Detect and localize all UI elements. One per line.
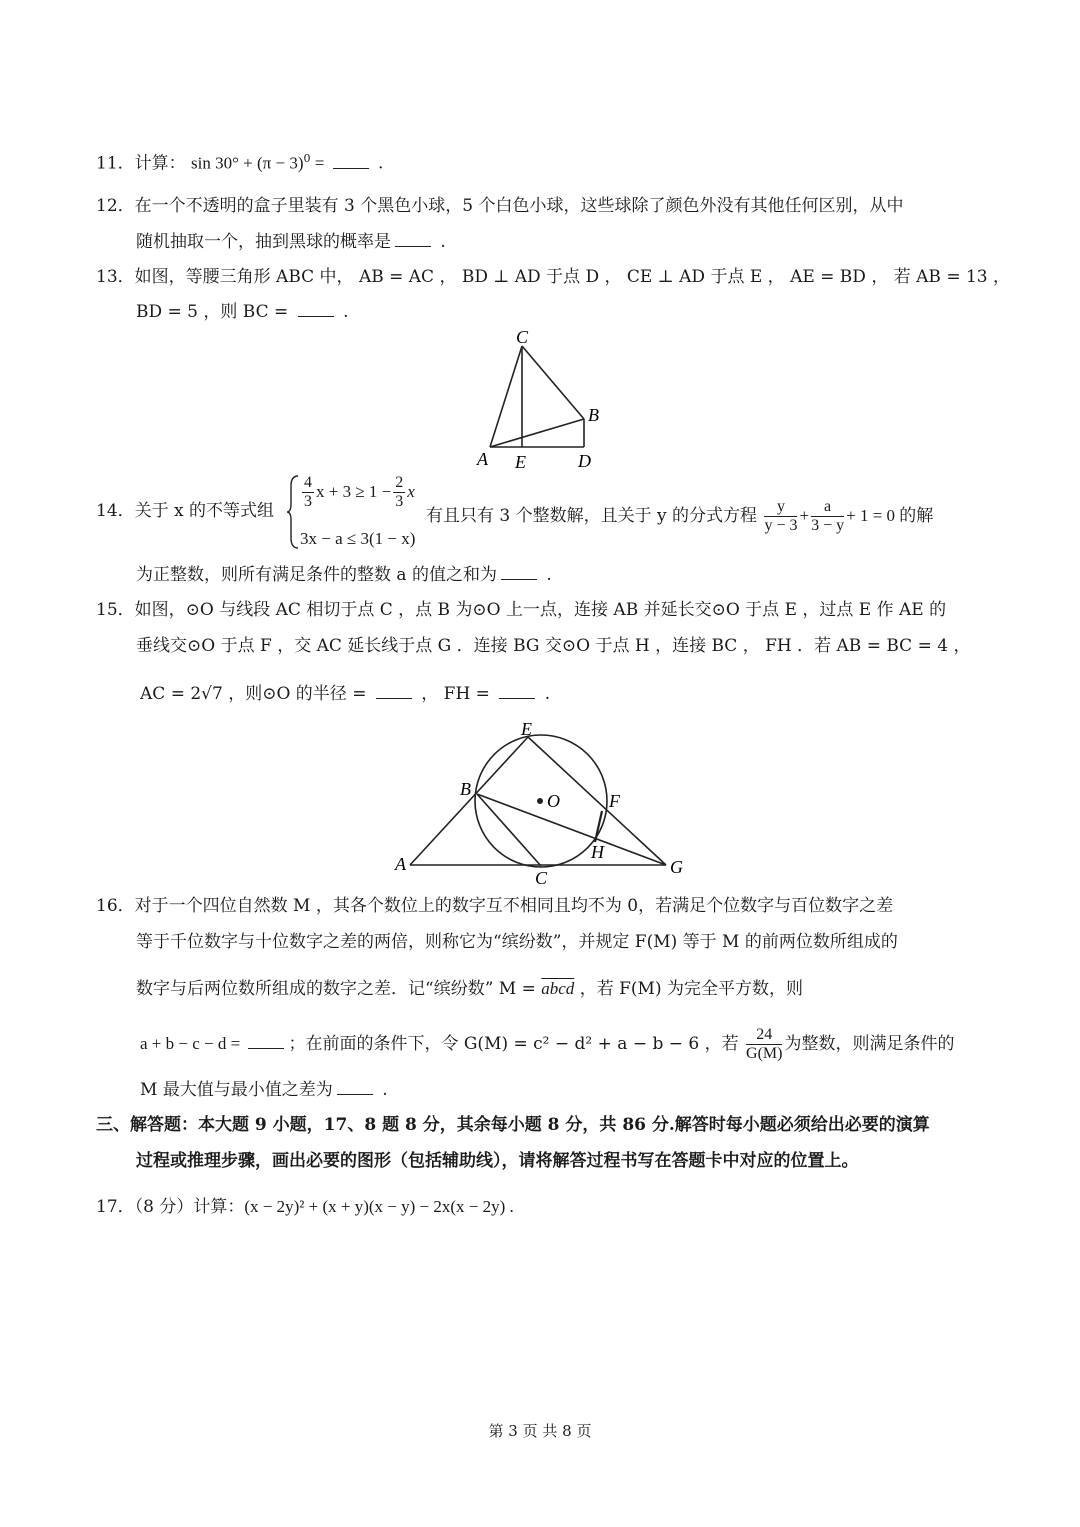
q16-blank-1 — [248, 1034, 284, 1049]
q14-brace — [286, 474, 300, 550]
q14-frac-y: $\frac{y}{y - 3}$ — [764, 498, 798, 534]
label-e: E — [521, 719, 532, 739]
q16-end: . — [376, 1080, 388, 1100]
q13-line1 — [96, 264, 1010, 290]
label-o: O — [547, 791, 560, 811]
q11-text: 计算： — [134, 153, 186, 174]
q13-text-1: 如图，等腰三角形 ABC 中， AB = AC ， BD ⊥ AD 于点 D ， CE ⊥ AD 于点 E ， AE = BD ， 若 AB = 13 ， — [134, 267, 1010, 287]
label-b: B — [588, 405, 599, 425]
label-a: A — [395, 854, 406, 874]
q15-text-2: 垂线交⊙O 于点 F ，交 AC 延长线于点 G ．连接 BG 交⊙O 于点 H ，连接 BC ， FH ．若 AB = BC = 4 ， — [136, 636, 971, 656]
q16-text-3b: ，若 F(M) 为完全平方数，则 — [574, 979, 803, 999]
page-footer: 第 3 页 共 8 页 — [488, 1422, 592, 1440]
q15-radius-blank — [376, 684, 412, 699]
q13-answer-blank — [298, 302, 334, 317]
q16-text-4c: 为整数，则满足条件的 — [784, 1034, 955, 1054]
q14-end: . — [540, 565, 552, 585]
q17-number: 17． — [96, 1197, 135, 1217]
q15-line2 — [136, 633, 970, 659]
q16-blank-2 — [337, 1080, 373, 1095]
segment-ae — [410, 737, 528, 865]
q14-answer-blank — [501, 565, 537, 580]
q16-line1 — [96, 893, 893, 919]
q11 — [96, 146, 383, 177]
label-f: F — [609, 791, 620, 811]
q16-line2 — [136, 929, 898, 955]
q14-plus: + — [799, 506, 810, 525]
segment-cb — [522, 346, 584, 419]
q11-answer-blank — [333, 154, 369, 169]
q17-expr: (x − 2y)² + (x + y)(x − y) − 2x(x − 2y) . — [244, 1197, 514, 1216]
label-h: H — [591, 842, 604, 862]
q16-line4 — [140, 1026, 954, 1063]
label-g: G — [670, 857, 683, 877]
q14-frac-a: $\frac{a}{3 - y}$ — [811, 498, 845, 534]
q16-text-3a: 数字与后两位数所组成的数字之差．记“缤纷数” M = — [136, 979, 542, 999]
q14-pre: 关于 x 的不等式组 — [134, 501, 275, 521]
q12-answer-blank — [395, 232, 431, 247]
q14-line1-pre — [96, 498, 274, 524]
q12-line2 — [136, 229, 446, 255]
q16-text-2: 等于千位数字与十位数字之差的两倍，则称它为“缤纷数”，并规定 F(M) 等于 M 的前两位数所组成的 — [136, 932, 898, 952]
center-o-dot — [537, 798, 543, 804]
q11-number: 11． — [96, 153, 135, 174]
q13-number: 13． — [96, 267, 135, 287]
q13-line2 — [136, 299, 348, 325]
q11-exp: 0 — [303, 152, 311, 165]
q14-text-2: 为正整数，则所有满足条件的整数 a 的值之和为 — [136, 565, 497, 585]
section3-heading-line2: 过程或推理步骤，画出必要的图形（包括辅助线），请将解答过程书写在答题卡中对应的位置上。 — [136, 1151, 859, 1171]
q11-end: . — [372, 153, 384, 174]
label-b: B — [460, 779, 471, 799]
q14-frac-4-3: $\frac{4}{3}$ — [304, 474, 312, 510]
q12-text-1: 在一个不透明的盒子里装有 3 个黑色小球，5 个白色小球，这些球除了颜色外没有其他任何区别，从中 — [134, 196, 904, 216]
section3-heading-line1: 三、解答题：本大题 9 小题，17、8 题 8 分，其余每小题 8 分，共 86 分.解答时每小题必须给出必要的演算 — [96, 1115, 930, 1135]
q14-mid: 有且只有 3 个整数解，且关于 y 的分式方程 — [426, 506, 758, 526]
label-d: D — [578, 451, 591, 471]
q15-number: 15． — [96, 600, 135, 620]
q16-line3 — [136, 976, 803, 1002]
label-a: A — [477, 449, 488, 469]
q13-end: . — [337, 302, 349, 322]
q16-abcd: abcd — [541, 979, 575, 998]
q16-text-5: M 最大值与最小值之差为 — [140, 1080, 333, 1100]
q17 — [96, 1194, 514, 1220]
q13-figure — [470, 325, 610, 473]
q15-line1 — [96, 597, 946, 623]
q14-number: 14． — [96, 501, 135, 521]
q16-text-4b: ；在前面的条件下，令 G(M) = c² − d² + a − b − 6 ，若 — [288, 1034, 739, 1054]
q12-line1 — [96, 193, 903, 219]
q16-text-1: 对于一个四位自然数 M ，其各个数位上的数字互不相同且均不为 0，若满足个位数字与百位数字之差 — [134, 896, 894, 916]
segment-fh — [595, 811, 602, 842]
q15-text-3a: AC = 2√7 ，则⊙O 的半径 = — [140, 684, 372, 704]
q14-sys1-mid: x + 3 ≥ 1 − — [316, 482, 392, 501]
q16-line5 — [140, 1077, 388, 1103]
q14-line1-mid — [426, 498, 933, 535]
q12-number: 12． — [96, 196, 135, 216]
q11-expr: sin 30° + (π − 3) — [191, 153, 304, 173]
q15-figure — [390, 715, 700, 885]
label-c: C — [516, 327, 529, 347]
q15-fh-blank — [499, 684, 535, 699]
segment-ab — [490, 419, 584, 447]
q14-sys-row2: 3x − a ≤ 3(1 − x) — [300, 529, 416, 548]
q14-tail: + 1 = 0 的解 — [846, 506, 934, 525]
q15-line3 — [140, 681, 550, 707]
q13-text-2: BD = 5 ，则 BC = — [136, 302, 294, 322]
q12-text-2: 随机抽取一个，抽到黑球的概率是 — [136, 232, 391, 252]
segment-bc — [477, 794, 541, 866]
q14-line2 — [136, 562, 552, 588]
q16-frac: $\frac{24}{G(M)}$ — [746, 1026, 783, 1062]
q16-number: 16． — [96, 896, 135, 916]
segment-ac — [490, 346, 522, 447]
label-e: E — [515, 452, 526, 472]
q16-text-4a: a + b − c − d = — [140, 1034, 245, 1053]
q12-end: . — [435, 232, 446, 252]
q14-sys-row1 — [300, 474, 415, 511]
q17-text: （8 分）计算： — [134, 1197, 245, 1217]
q15-end: . — [539, 684, 551, 704]
q14-sys1-x: x — [407, 482, 415, 501]
segment-bg — [477, 794, 666, 865]
q14-frac-2-3: $\frac{2}{3}$ — [395, 474, 404, 510]
q11-eq: = — [310, 153, 329, 173]
label-c: C — [535, 868, 548, 885]
q15-text-1: 如图，⊙O 与线段 AC 相切于点 C ，点 B 为⊙O 上一点，连接 AB 并延长交⊙O 于点 E ，过点 E 作 AE 的 — [134, 600, 947, 620]
q15-text-3b: ， FH = — [415, 684, 496, 704]
